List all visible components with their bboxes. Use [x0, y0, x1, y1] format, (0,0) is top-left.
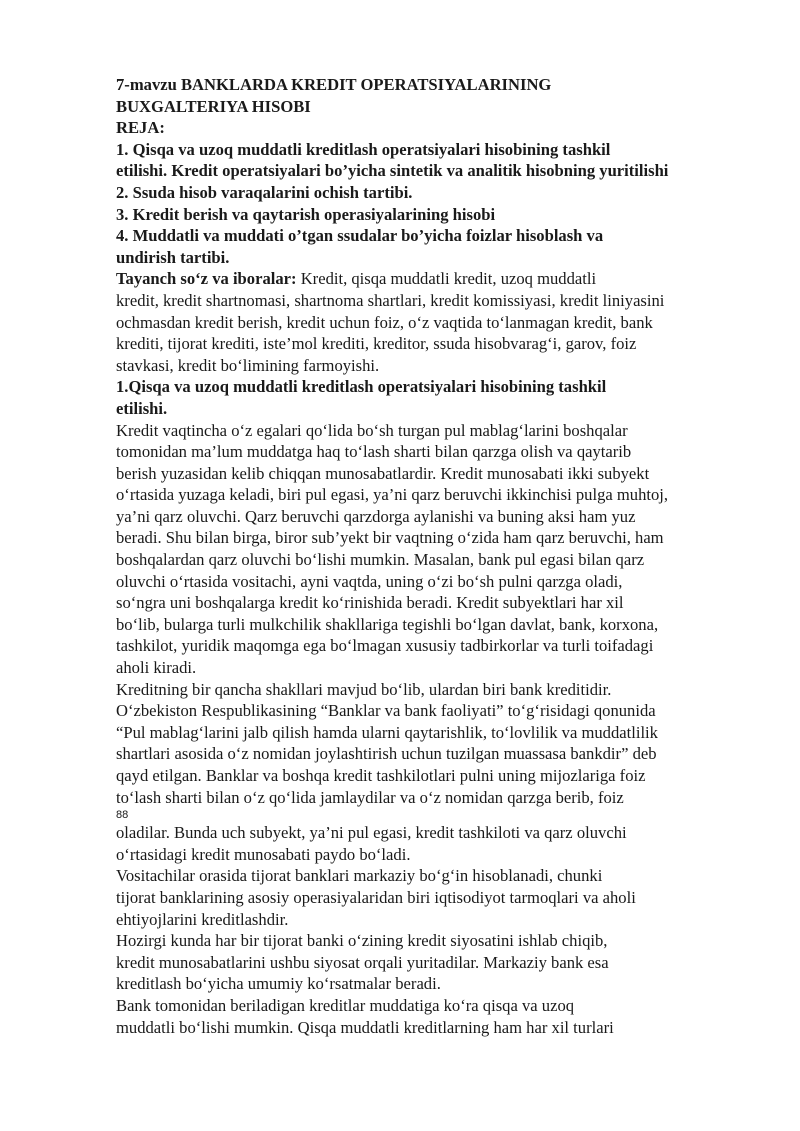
body-line: tijorat banklarining asosiy operasiyalaridan biri iqtisodiyot tarmoqlari va aholi — [116, 887, 636, 907]
body-line: Bank tomonidan beriladigan kreditlar muddatiga ko‘ra qisqa va uzoq — [116, 995, 575, 1015]
body-line: bo‘lib, bularga turli mulkchilik shakllariga tegishli bo‘lgan davlat, bank, korxona, — [116, 614, 659, 634]
section-heading — [116, 376, 756, 419]
document-page — [116, 74, 756, 1038]
body-line: Hozirgi kunda har bir tijorat banki o‘zining kredit siyosatini ishlab chiqib, — [116, 931, 608, 951]
plan-line: undirish tartibi. — [116, 247, 230, 267]
body-line: ehtiyojlarini kreditlashdir. — [116, 909, 289, 929]
plan-line: 2. Ssuda hisob varaqalarini ochish tartibi. — [116, 182, 413, 202]
plan-line: 3. Kredit berish va qaytarish operasiyalarining hisobi — [116, 204, 496, 224]
body-line: to‘lash sharti bilan o‘z qo‘lida jamlaydilar va o‘z nomidan qarzga berib, foiz — [116, 787, 624, 807]
body-line: kredit munosabatlarini ushbu siyosat orqali yuritadilar. Markaziy bank esa — [116, 952, 609, 972]
document-title — [116, 74, 756, 117]
body-line: tashkilot, yuridik maqomga ega bo‘lmagan xususiy tadbirkorlar va turli toifadagi — [116, 636, 654, 656]
keywords-line: ochmasdan kredit berish, kredit uchun foiz, o‘z vaqtida to‘lanmagan kredit, bank — [116, 312, 653, 332]
body-line: o‘rtasida yuzaga keladi, biri pul egasi, ya’ni qarz beruvchi ikkinchisi pulga muhtoj, — [116, 485, 669, 505]
keywords-text: Kredit, qisqa muddatli kredit, uzoq muddatli — [296, 269, 597, 289]
title-line: 7-mavzu BANKLARDA KREDIT OPERATSIYALARINING — [116, 75, 552, 94]
body-line: O‘zbekiston Respublikasining “Banklar va bank faoliyati” to‘g‘risidagi qonunida — [116, 701, 656, 721]
body-line: so‘ngra uni boshqalarga kredit ko‘rinishida beradi. Kredit subyektlari har xil — [116, 593, 624, 613]
keywords-label: Tayanch so‘z va iboralar: — [116, 269, 297, 289]
section-heading-line: 1.Qisqa va uzoq muddatli kreditlash operatsiyalari hisobining tashkil — [116, 377, 607, 397]
body-line: oladilar. Bunda uch subyekt, ya’ni pul egasi, kredit tashkiloti va qarz oluvchi — [116, 823, 627, 843]
keywords-first-line — [116, 268, 756, 290]
body-text-before-page-number — [116, 420, 756, 809]
body-line: o‘rtasidagi kredit munosabati paydo bo‘ladi. — [116, 844, 411, 864]
plan-label: REJA: — [116, 118, 165, 138]
body-line: tomonidan ma’lum muddatga haq to‘lash sharti bilan qarzga olish va qaytarib — [116, 442, 632, 462]
section-heading-line: etilishi. — [116, 398, 168, 418]
keywords-line: krediti, tijorat krediti, iste’mol krediti, kreditor, ssuda hisobvarag‘i, garov, foiz — [116, 334, 637, 354]
keywords-line: kredit, kredit shartnomasi, shartnoma shartlari, kredit komissiyasi, kredit liniyasini — [116, 290, 665, 310]
body-line: muddatli bo‘lishi mumkin. Qisqa muddatli kreditlarning ham har xil turlari — [116, 1017, 614, 1037]
page-number: 88 — [116, 809, 129, 822]
body-text-after-page-number — [116, 822, 756, 1038]
body-line: Kredit vaqtincha o‘z egalari qo‘lida bo‘sh turgan pul mablag‘larini boshqalar — [116, 420, 628, 440]
body-line: berish yuzasidan kelib chiqqan munosabatlardir. Kredit munosabati ikki subyekt — [116, 463, 650, 483]
plan-line: 4. Muddatli va muddati o’tgan ssudalar bo’yicha foizlar hisoblash va — [116, 226, 604, 246]
body-line: beradi. Shu bilan birga, biror sub’yekt bir vaqtning o‘zida ham qarz beruvchi, ham — [116, 528, 664, 548]
body-line: boshqalardan qarz oluvchi bo‘lishi mumkin. Masalan, bank pul egasi bilan qarz — [116, 550, 645, 570]
plan-line: etilishi. Kredit operatsiyalari bo’yicha sintetik va analitik hisobning yuritilishi — [116, 161, 669, 181]
body-line: oluvchi o‘rtasida vositachi, ayni vaqtda, uning o‘zi bo‘sh pulni qarzga oladi, — [116, 571, 623, 591]
body-line: Kreditning bir qancha shakllari mavjud bo‘lib, ulardan biri bank kreditidir. — [116, 679, 612, 699]
plan-line: 1. Qisqa va uzoq muddatli kreditlash operatsiyalari hisobining tashkil — [116, 139, 611, 159]
body-line: Vositachilar orasida tijorat banklari markaziy bo‘g‘in hisoblanadi, chunki — [116, 866, 603, 886]
body-line: ya’ni qarz oluvchi. Qarz beruvchi qarzdorga aylanishi va buning aksi ham yuz — [116, 506, 636, 526]
plan-list — [116, 139, 756, 269]
body-line: qayd etilgan. Banklar va boshqa kredit tashkilotlari pulni uning mijozlariga foiz — [116, 766, 646, 785]
keywords-line: stavkasi, kredit bo‘limining farmoyishi. — [116, 355, 380, 375]
title-line: BUXGALTERIYA HISOBI — [116, 96, 311, 116]
keywords-paragraph — [116, 268, 756, 376]
body-line: kreditlash bo‘yicha umumiy ko‘rsatmalar beradi. — [116, 974, 441, 994]
body-line: aholi kiradi. — [116, 658, 197, 678]
body-line: “Pul mablag‘larini jalb qilish hamda ularni qaytarishlik, to‘lovlilik va muddatlilik — [116, 722, 658, 742]
body-line: shartlari asosida o‘z nomidan joylashtirish uchun tuzilgan muassasa bankdir” deb — [116, 744, 657, 764]
